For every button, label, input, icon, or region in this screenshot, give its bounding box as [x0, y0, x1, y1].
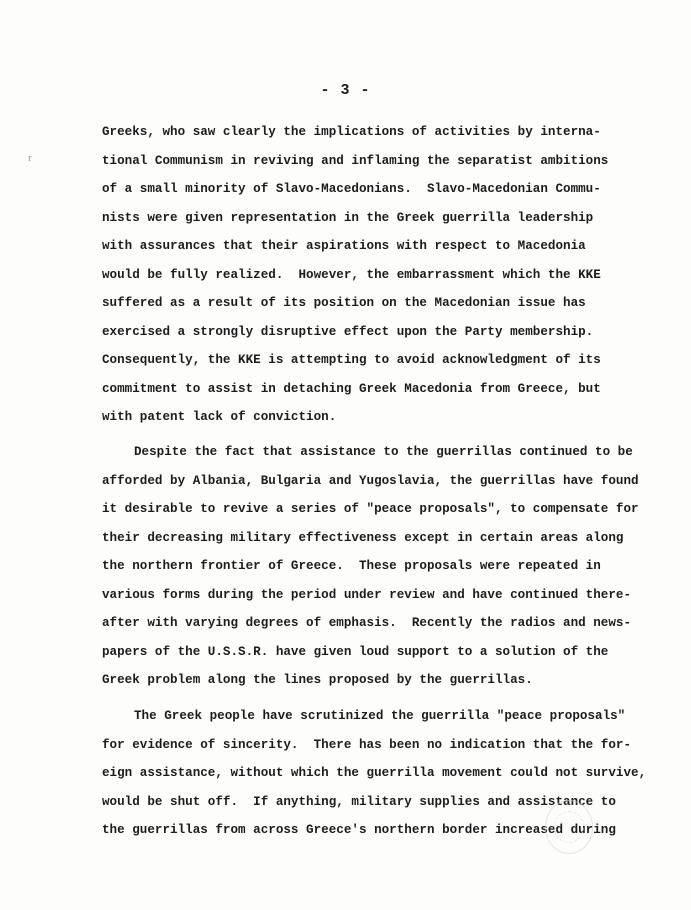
text-line: it desirable to revive a series of "peace proposals", to compensate for: [102, 502, 639, 516]
page-number: - 3 -: [320, 82, 371, 99]
text-line: exercised a strongly disruptive effect upon the Party membership.: [102, 324, 594, 339]
text-line: with assurances that their aspirations with respect to Macedonia: [102, 239, 586, 253]
paragraph-2: [102, 438, 639, 695]
text-line: papers of the U.S.S.R. have given loud support to a solution of the: [102, 644, 609, 659]
text-line: various forms during the period under review and have continued there-: [102, 587, 632, 602]
text-line: after with varying degrees of emphasis. Recently the radios and news-: [102, 616, 632, 630]
text-line: Consequently, the KKE is attempting to avoid acknowledgment of its: [102, 353, 601, 367]
text-line: Despite the fact that assistance to the guerrillas continued to be: [134, 445, 633, 459]
text-line: tional Communism in reviving and inflaming the separatist ambitions: [102, 153, 609, 168]
archive-stamp: [545, 800, 593, 854]
text-line: of a small minority of Slavo-Macedonians. Slavo-Macedonian Commu-: [102, 182, 601, 196]
text-line: the northern frontier of Greece. These proposals were repeated in: [102, 559, 601, 573]
paragraph-1: [102, 118, 622, 432]
text-line: for evidence of sincerity. There has been no indication that the for-: [102, 737, 632, 752]
text-line: would be fully realized. However, the embarrassment which the KKE: [102, 267, 601, 282]
text-line: Greeks, who saw clearly the implications of activities by interna-: [102, 125, 601, 139]
paragraph-3: [102, 702, 647, 845]
text-line: Greek problem along the lines proposed by the guerrillas.: [102, 673, 533, 687]
text-line: the guerrillas from across Greece's northern border increased during: [102, 823, 616, 837]
margin-mark: r: [28, 152, 32, 164]
text-line: eign assistance, without which the guerrilla movement could not survive,: [102, 766, 647, 780]
text-line: with patent lack of conviction.: [102, 410, 337, 424]
text-line: afforded by Albania, Bulgaria and Yugoslavia, the guerrillas have found: [102, 473, 639, 488]
text-line: The Greek people have scrutinized the guerrilla "peace proposals": [134, 709, 626, 723]
text-line: suffered as a result of its position on the Macedonian issue has: [102, 296, 586, 310]
text-line: would be shut off. If anything, military supplies and assistance to: [102, 794, 616, 809]
text-line: commitment to assist in detaching Greek Macedonia from Greece, but: [102, 381, 601, 396]
text-line: nists were given representation in the Greek guerrilla leadership: [102, 210, 594, 225]
text-line: their decreasing military effectiveness except in certain areas along: [102, 530, 624, 545]
